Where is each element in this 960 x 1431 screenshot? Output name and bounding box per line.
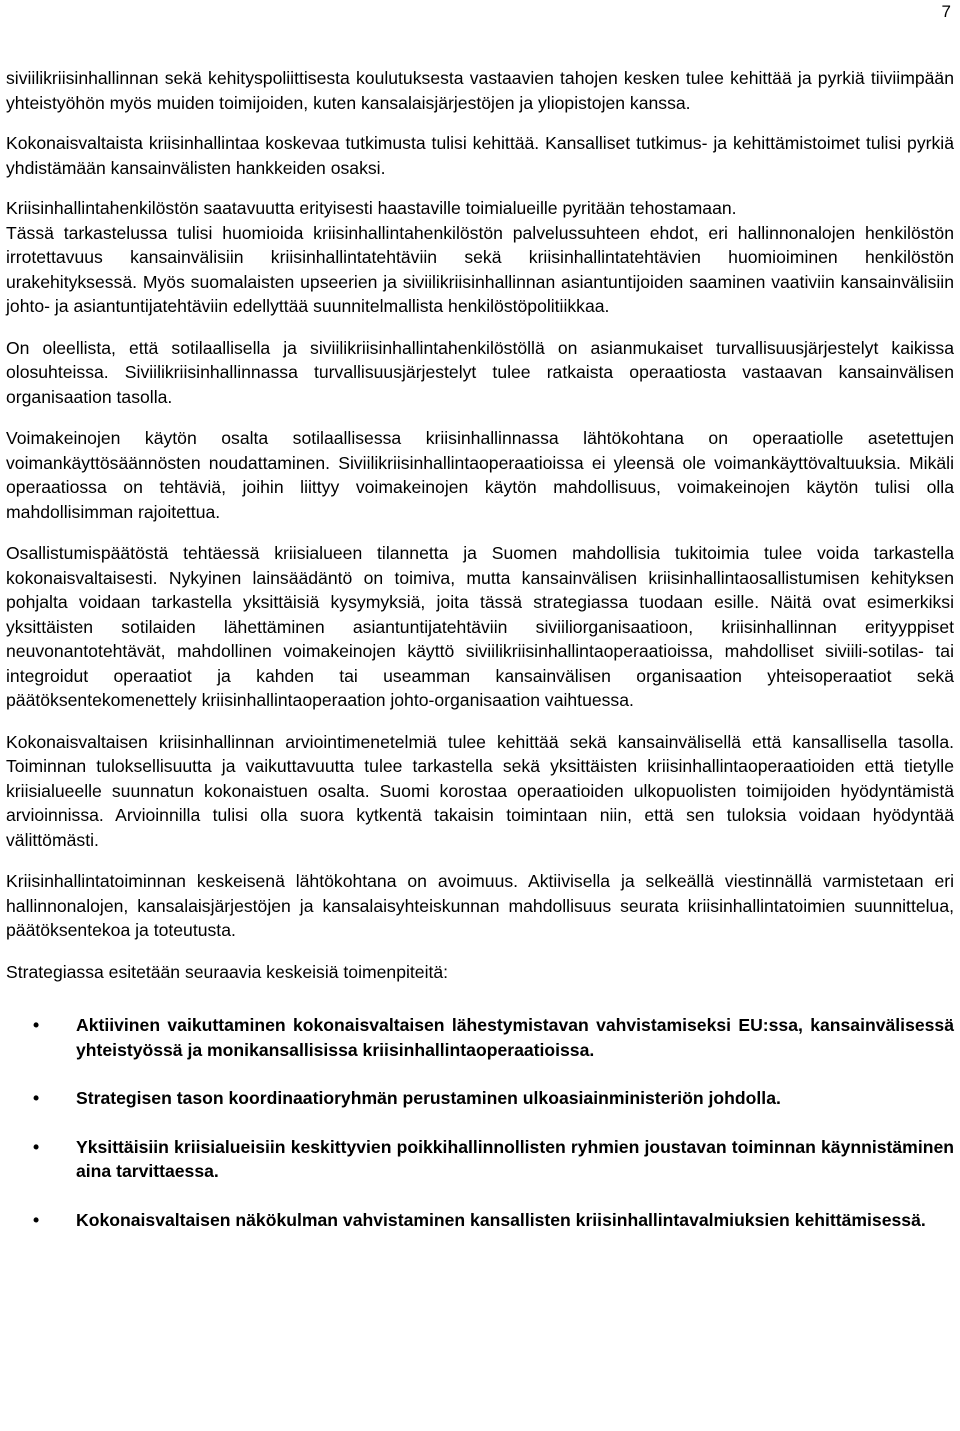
paragraph-personnel-availability: Kriisinhallintahenkilöstön saatavuutta erityisesti haastaville toimialueille pyritään tehostamaan. <box>6 198 737 218</box>
paragraph-openness: Kriisinhallintatoiminnan keskeisenä lähtökohtana on avoimuus. Aktiivisella ja selkeällä viestinnällä varmistetaan eri hallinnonalojen, kansalaisjärjestöjen ja kansalaisyhteiskunnan mahdollisuus seurata kriisinhallintatoimien suunnittelua, päätöksentekoa ja toteutusta. <box>6 871 954 940</box>
list-item <box>6 1086 954 1111</box>
paragraph-use-of-force: Voimakeinojen käytön osalta sotilaallisessa kriisinhallinnassa lähtökohtana on operaatiolle asetettujen voimankäyttösäännösten noudattaminen. Siviilikriisinhallintaoperaatioissa ei yleensä ole voimankäyttövaltuuksia. Mikäli operaatiossa on tehtäviä, joihin liittyy voimakeinojen käytön mahdollisuus, voimakeinojen käytön tulisi olla mahdollisimman rajoitettua. <box>6 428 954 522</box>
document-body <box>6 66 954 1256</box>
page-number: 7 <box>941 2 951 21</box>
bullet-icon: • <box>33 1088 40 1108</box>
list-item-text: Yksittäisiin kriisialueisiin keskittyvien poikkihallinnollisten ryhmien joustavan toiminnan käynnistäminen aina tarvittaessa. <box>76 1136 954 1181</box>
list-item <box>6 1208 954 1233</box>
list-item-text: Aktiivinen vaikuttaminen kokonaisvaltaisen lähestymistavan vahvistamiseksi EU:ssa, kansainvälisessä yhteistyössä ja monikansallisissa kriisinhallintaoperaatioissa. <box>76 1015 954 1060</box>
paragraph-continuation: siviilikriisinhallinnan sekä kehityspoliittisesta koulutuksesta vastaavien tahojen kesken tulee kehittää ja pyrkiä tiiviimpään yhteistyöhön myös muiden toimijoiden, kuten kansalaisjärjestöjen ja yliopistojen kanssa. <box>6 68 954 113</box>
bullet-icon: • <box>33 1209 40 1230</box>
bullet-icon: • <box>33 1015 40 1035</box>
list-item-text: Kokonaisvaltaisen näkökulman vahvistaminen kansallisten kriisinhallintavalmiuksien kehittämisessä. <box>76 1209 926 1230</box>
paragraph-personnel-review: Tässä tarkastelussa tulisi huomioida kriisinhallintahenkilöstön palvelussuhteen ehdot, eri hallinnonalojen henkilöstön irrotettavuus kansainvälisiin kriisinhallintatehtäviin sekä kriisinhallintatehtävien huomioiminen henkilöstön urakehityksessä. Myös suomalaisten upseerien ja siviilikriisinhallinnan asiantuntijoiden saaminen vaativiin kansainvälisiin johto- ja asiantuntijatehtäviin edellyttää suunnitelmallista henkilöstöpolitiikkaa. <box>6 222 954 316</box>
list-item-text: Strategisen tason koordinaatioryhmän perustaminen ulkoasiainministeriön johdolla. <box>76 1088 781 1108</box>
list-item <box>6 1013 954 1062</box>
paragraph-evaluation: Kokonaisvaltaisen kriisinhallinnan arviointimenetelmiä tulee kehittää sekä kansainvälisellä että kansallisella tasolla. Toiminnan tuloksellisuutta ja vaikuttavuutta tulee tarkastella sekä yksittäisten kriisinhallintaoperaatioiden että tietylle kriisialueelle suunnatun kokonaistuen osalta. Suomi korostaa operaatioiden ulkopuolisten toimijoiden hyödyntämistä arvioinnissa. Arvioinnilla tulisi olla suora kytkentä takaisin toimintaan niin, että sen tuloksia voidaan hyödyntää välittömästi. <box>6 731 954 850</box>
paragraph-measures-intro: Strategiassa esitetään seuraavia keskeisiä toimenpiteitä: <box>6 961 449 982</box>
measures-list <box>6 1013 954 1232</box>
list-item <box>6 1135 954 1184</box>
paragraph-security-arrangements: On oleellista, että sotilaallisella ja siviilikriisinhallintahenkilöstöllä on asianmukaiset turvallisuusjärjestelyt kaikissa olosuhteissa. Siviilikriisinhallinnassa turvallisuusjärjestelyt tulee ratkaista operaatiosta vastaavan kansainvälisen organisaation tasolla. <box>6 337 954 407</box>
paragraph-research: Kokonaisvaltaista kriisinhallintaa koskevaa tutkimusta tulisi kehittää. Kansalliset tutkimus- ja kehittämistoimet tulisi pyrkiä yhdistämään kansainvälisten hankkeiden osaksi. <box>6 133 954 178</box>
paragraph-participation-decision: Osallistumispäätöstä tehtäessä kriisialueen tilannetta ja Suomen mahdollisia tukitoimia tulee voida tarkastella kokonaisvaltaisesti. Nykyinen lainsäädäntö on toimiva, mutta kansainvälisen kriisinhallintaosallistumisen kehityksen pohjalta voidaan tarkastella yksittäisiä kysymyksiä, joita tässä strategiassa tuodaan esille. Näitä ovat esimerkiksi yksittäisten sotilaiden lähettäminen asiantuntijatehtäviin siviiliorganisaatioon, kriisinhallinnan erityyppiset neuvonantotehtävät, mahdollinen voimakeinojen käyttö siviilikriisinhallintaoperaatioissa, mahdolliset siviili-sotilas- tai integroidut operaatiot ja kahden tai useamman kansainvälisen organisaation yhteisoperaatiot sekä päätöksentekomenettely kriisinhallintaoperaation johto-organisaation vaihtuessa. <box>6 543 954 710</box>
bullet-icon: • <box>33 1136 40 1157</box>
